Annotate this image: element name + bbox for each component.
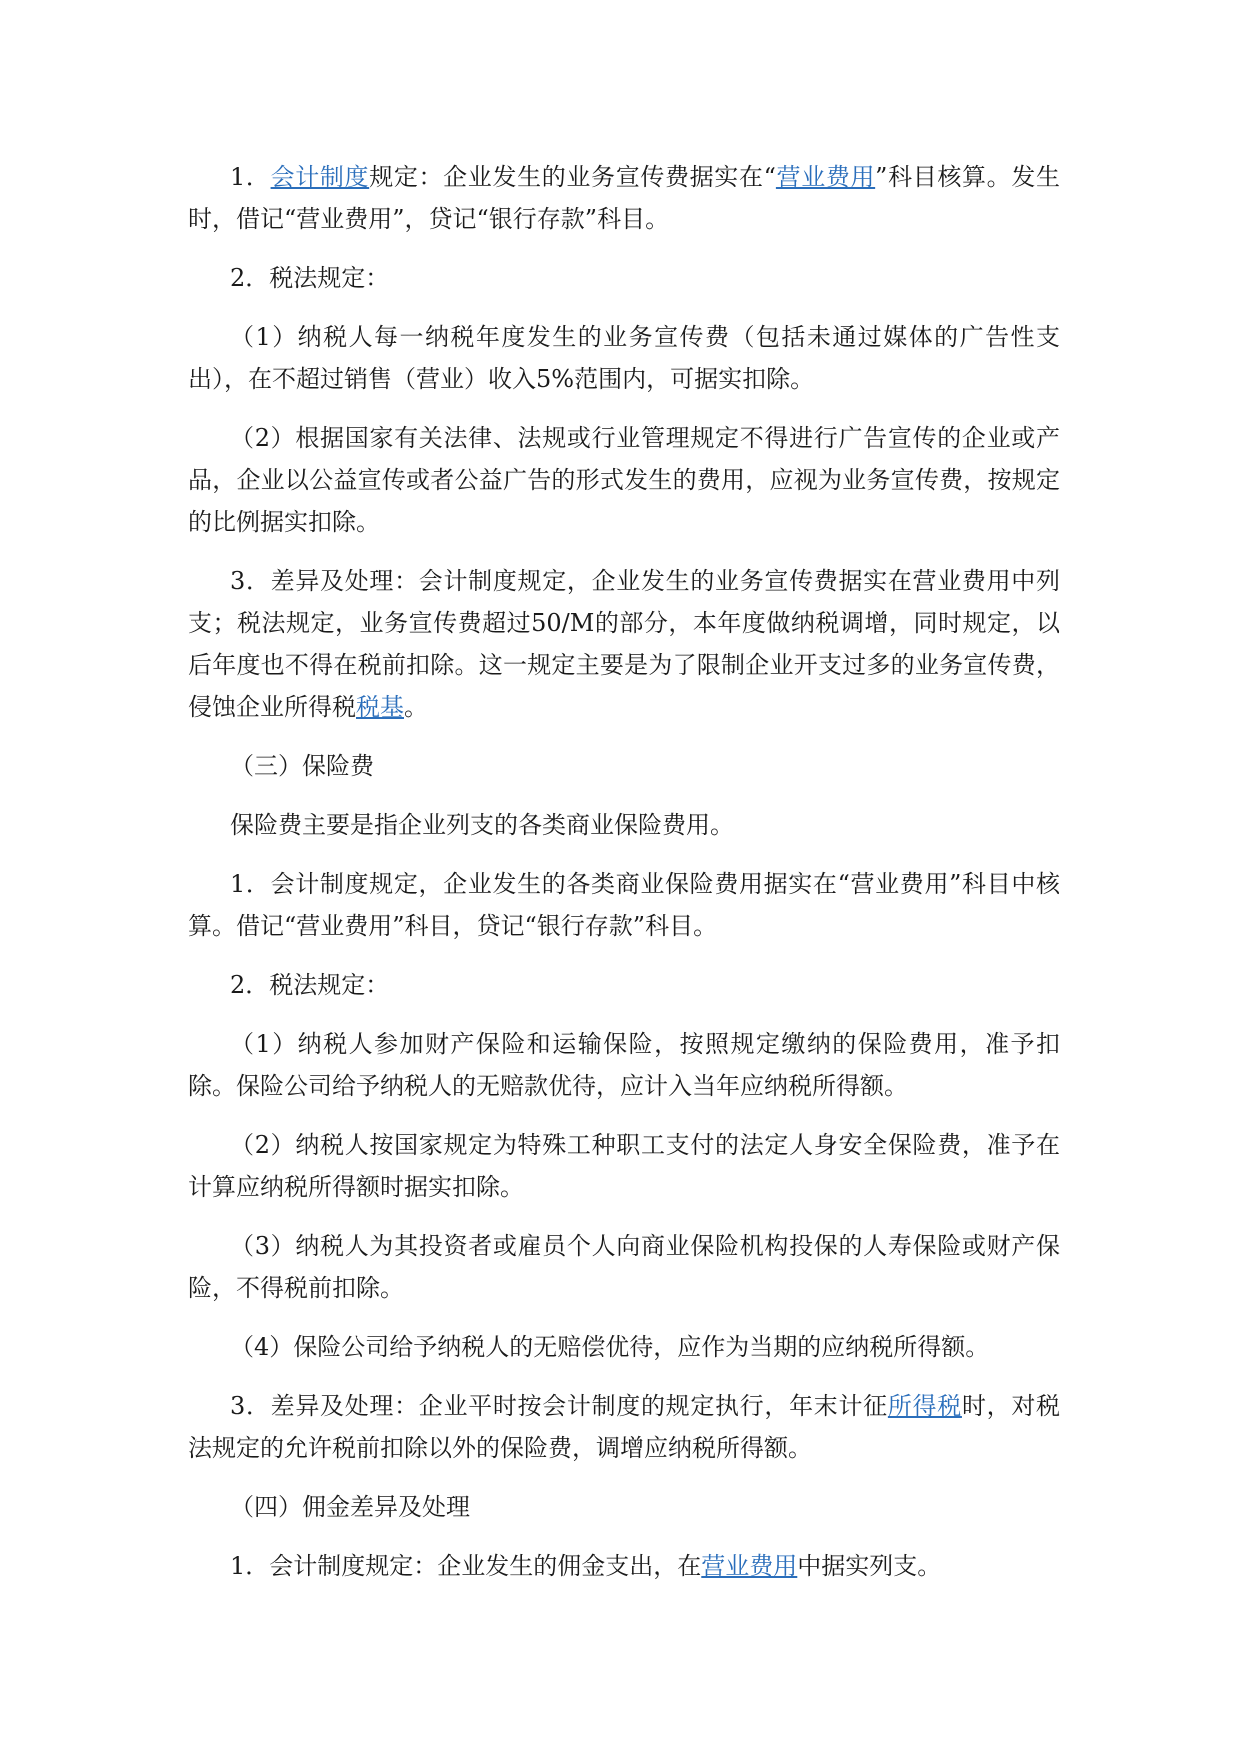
inline-link[interactable]: 营业费用 [775,163,876,191]
paragraph-text: （4）保险公司给予纳税人的无赔偿优待，应作为当期的应纳税所得额。 [230,1333,990,1361]
paragraph [188,1486,1060,1528]
document-page [188,156,1060,1604]
paragraph-text: （2）根据国家有关法律、法规或行业管理规定不得进行广告宣传的企业或产品，企业以公益宣传或者公益广告的形式发生的费用，应视为业务宣传费，按规定的比例据实扣除。 [188,424,1060,536]
paragraph [188,1545,1060,1587]
paragraph [188,417,1060,543]
paragraph-text: （2）纳税人按国家规定为特殊工种职工支付的法定人身安全保险费，准予在计算应纳税所得额时据实扣除。 [188,1131,1060,1201]
inline-link[interactable]: 所得税 [887,1392,962,1420]
paragraph [188,964,1060,1006]
paragraph-text: 2．税法规定： [230,971,390,999]
inline-link[interactable]: 会计制度 [270,163,370,191]
paragraph-text: 规定：企业发生的业务宣传费据实在“ [369,163,776,191]
paragraph-text: （1）纳税人参加财产保险和运输保险，按照规定缴纳的保险费用，准予扣除。保险公司给予纳税人的无赔款优待，应计入当年应纳税所得额。 [188,1030,1060,1100]
paragraph-text: （1）纳税人每一纳税年度发生的业务宣传费（包括未通过媒体的广告性支出），在不超过销售（营业）收入5%范围内，可据实扣除。 [188,323,1060,393]
paragraph-text: （四）佣金差异及处理 [230,1493,470,1521]
paragraph-text: （3）纳税人为其投资者或雇员个人向商业保险机构投保的人寿保险或财产保险，不得税前扣除。 [188,1232,1060,1302]
paragraph-text: 1．会计制度规定：企业发生的佣金支出，在 [230,1552,702,1580]
paragraph-text: 3．差异及处理：会计制度规定，企业发生的业务宣传费据实在营业费用中列支；税法规定，业务宣传费超过50/M的部分，本年度做纳税调增，同时规定，以后年度也不得在税前扣除。这一规定主要是为了限制企业开支过多的业务宣传费，侵蚀企业所得税 [188,567,1060,721]
paragraph [188,804,1060,846]
paragraph [188,257,1060,299]
paragraph [188,1326,1060,1368]
paragraph-text: 中据实列支。 [797,1552,942,1580]
paragraph [188,1124,1060,1208]
paragraph [188,1023,1060,1107]
paragraph-text: ”科目核算。发生时，借记“营业费用”，贷记“银行存款”科目。 [188,163,1060,233]
paragraph [188,316,1060,400]
inline-link[interactable]: 税基 [356,693,404,721]
paragraph [188,1385,1060,1469]
paragraph-text: 保险费主要是指企业列支的各类商业保险费用。 [230,811,734,839]
paragraph-text: 。 [404,693,428,721]
paragraph-text: 时，对税法规定的允许税前扣除以外的保险费，调增应纳税所得额。 [188,1392,1061,1462]
inline-link[interactable]: 营业费用 [701,1552,798,1580]
paragraph-text: 3．差异及处理：企业平时按会计制度的规定执行，年末计征 [230,1392,888,1420]
paragraph-text: 1． [230,163,271,191]
paragraph [188,560,1060,728]
paragraph [188,156,1060,240]
paragraph-text: 2．税法规定： [230,264,390,292]
paragraph [188,1225,1060,1309]
paragraph [188,863,1060,947]
paragraph [188,745,1060,787]
paragraph-text: 1．会计制度规定，企业发生的各类商业保险费用据实在“营业费用”科目中核算。借记“营业费用”科目，贷记“银行存款”科目。 [188,870,1060,940]
paragraph-text: （三）保险费 [230,752,374,780]
